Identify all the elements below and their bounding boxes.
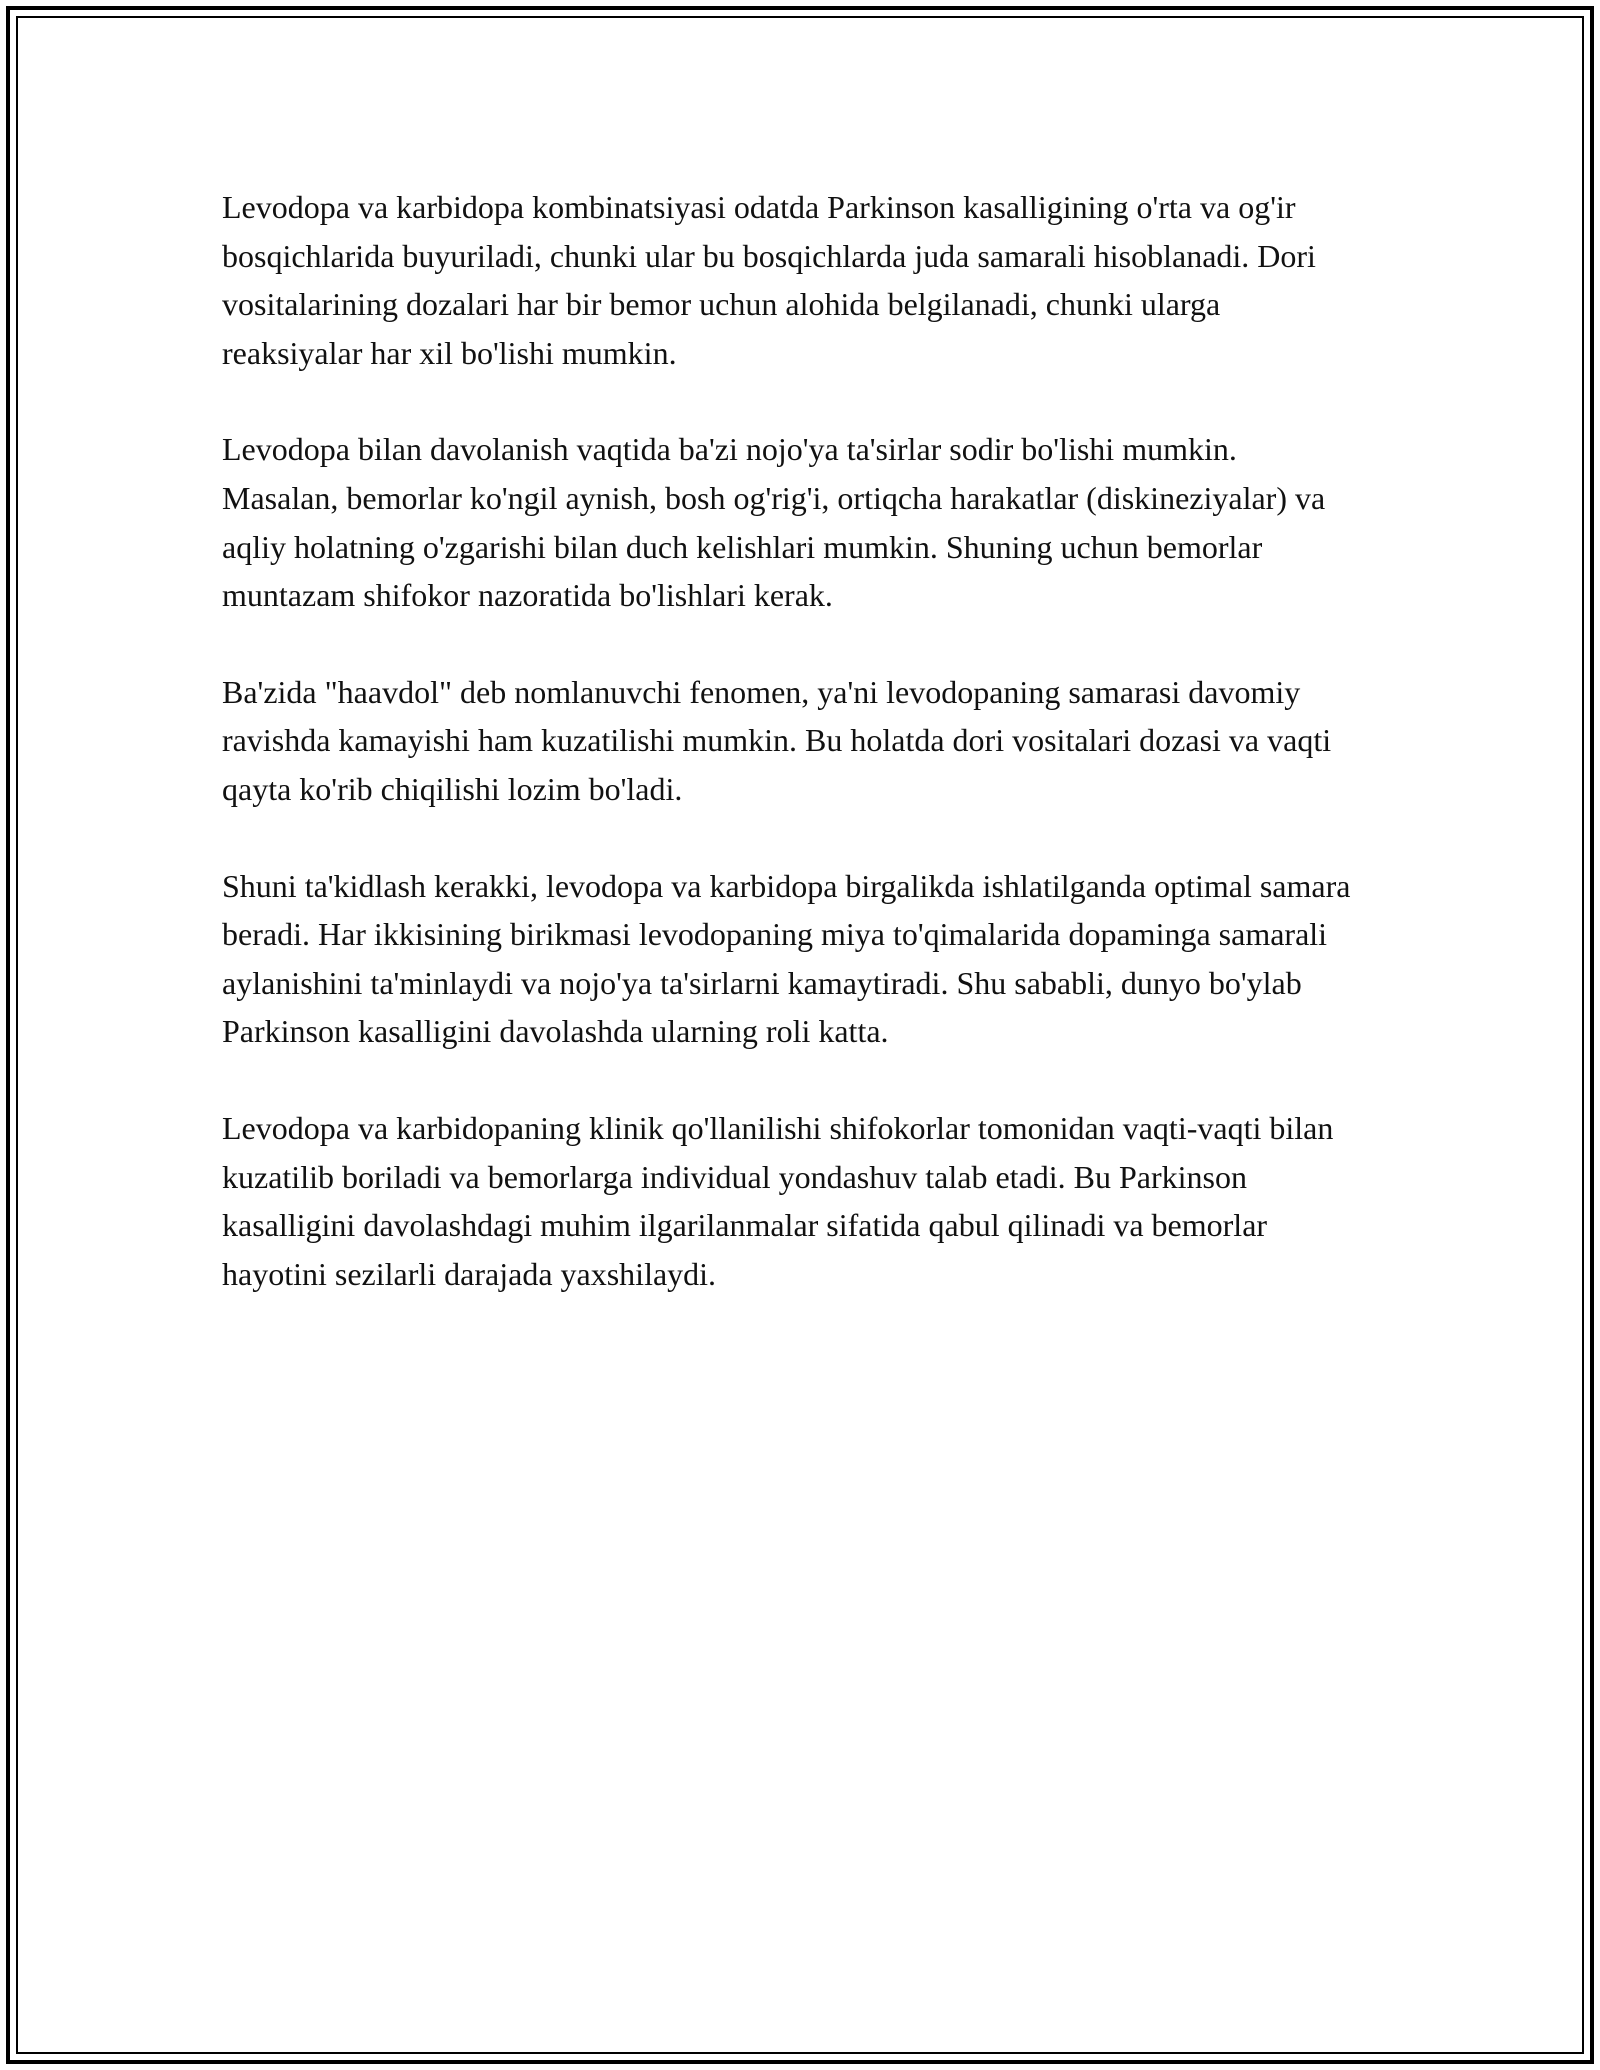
document-body bbox=[222, 183, 1352, 1346]
paragraph-5: Levodopa va karbidopaning klinik qo'llanilishi shifokorlar tomonidan vaqti-vaqti bilan kuzatilib boriladi va bemorlarga individual yondashuv talab etadi. Bu Parkinson kasalligini davolashdagi muhim ilgarilanmalar sifatida qabul qilinadi va bemorlar hayotini sezilarli darajada yaxshilaydi. bbox=[222, 1109, 1334, 1292]
paragraph-2: Levodopa bilan davolanish vaqtida ba'zi nojo'ya ta'sirlar sodir bo'lishi mumkin. Masalan, bemorlar ko'ngil aynish, bosh og'rig'i, ortiqcha harakatlar (diskineziyalar) va aqliy holatning o'zgarishi bilan duch kelishlari mumkin. Shuning uchun bemorlar muntazam shifokor nazoratida bo'lishlari kerak. bbox=[222, 431, 1326, 614]
paragraph-3: Ba'zida "haavdol" deb nomlanuvchi fenomen, ya'ni levodopaning samarasi davomiy ravishda kamayishi ham kuzatilishi mumkin. Bu holatda dori vositalari dozasi va vaqti qayta ko'rib chiqilishi lozim bo'ladi. bbox=[222, 673, 1332, 807]
paragraph-4: Shuni ta'kidlash kerakki, levodopa va karbidopa birgalikda ishlatilganda optimal samara beradi. Har ikkisining birikmasi levodopaning miya to'qimalarida dopaminga samarali aylanishini ta'minlaydi va nojo'ya ta'sirlarni kamaytiradi. Shu sababli, dunyo bo'ylab Parkinson kasalligini davolashda ularning roli katta. bbox=[222, 867, 1351, 1050]
paragraph-1: Levodopa va karbidopa kombinatsiyasi odatda Parkinson kasalligining o'rta va og'ir bosqichlarida buyuriladi, chunki ular bu bosqichlarda juda samarali hisoblanadi. Dori vositalarining dozalari har bir bemor uchun alohida belgilanadi, chunki ularga reaksiyalar har xil bo'lishi mumkin. bbox=[222, 189, 1316, 371]
